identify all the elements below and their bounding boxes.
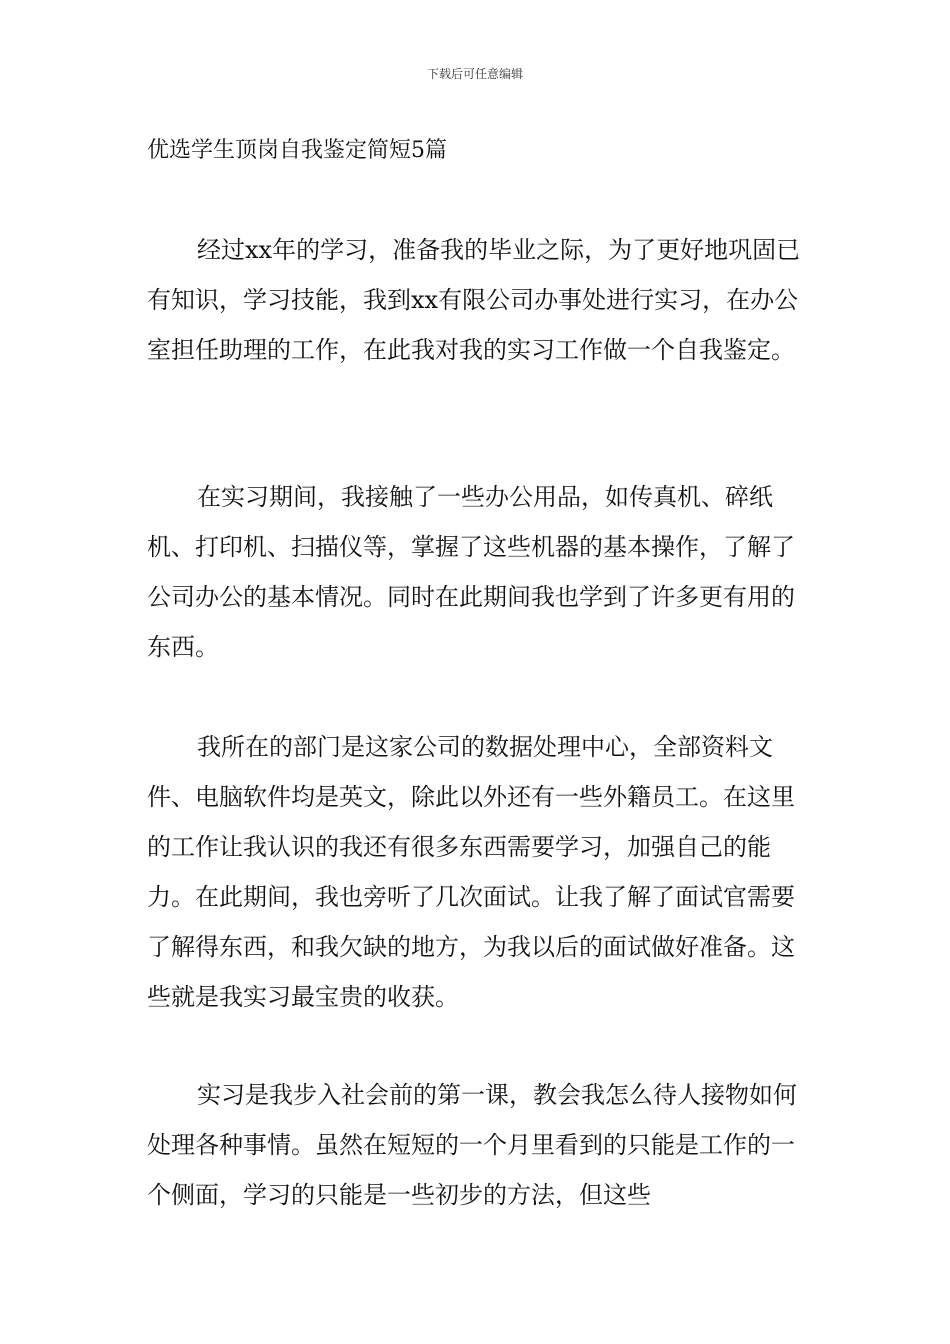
header-note: 下载后可任意编辑 <box>426 67 523 81</box>
body-paragraph-1: 经过xx年的学习，准备我的毕业之际，为了更好地巩固已有知识，学习技能，我到xx有限公司办事处进行实习，在办公室担任助理的工作，在此我对我的实习工作做一个自我鉴定。 <box>147 236 801 364</box>
body-paragraph-3: 我所在的部门是这家公司的数据处理中心，全部资料文件、电脑软件均是英文，除此以外还有一些外籍员工。在这里的工作让我认识的我还有很多东西需要学习，加强自己的能力。在此期间，我也旁听了几次面试。让我了解了面试官需要了解得东西，和我欠缺的地方，为我以后的面试做好准备。这些就是我实习最宝贵的收获。 <box>147 733 795 1011</box>
body-paragraph-4: 实习是我步入社会前的第一课，教会我怎么待人接物如何处理各种事情。虽然在短短的一个月里看到的只能是工作的一个侧面，学习的只能是一些初步的方法，但这些 <box>147 1081 797 1209</box>
document-title: 优选学生顶岗自我鉴定简短5篇 <box>147 138 447 163</box>
body-paragraph-2: 在实习期间，我接触了一些办公用品，如传真机、碎纸机、打印机、扫描仪等，掌握了这些机器的基本操作，了解了公司办公的基本情况。同时在此期间我也学到了许多更有用的东西。 <box>147 483 795 661</box>
